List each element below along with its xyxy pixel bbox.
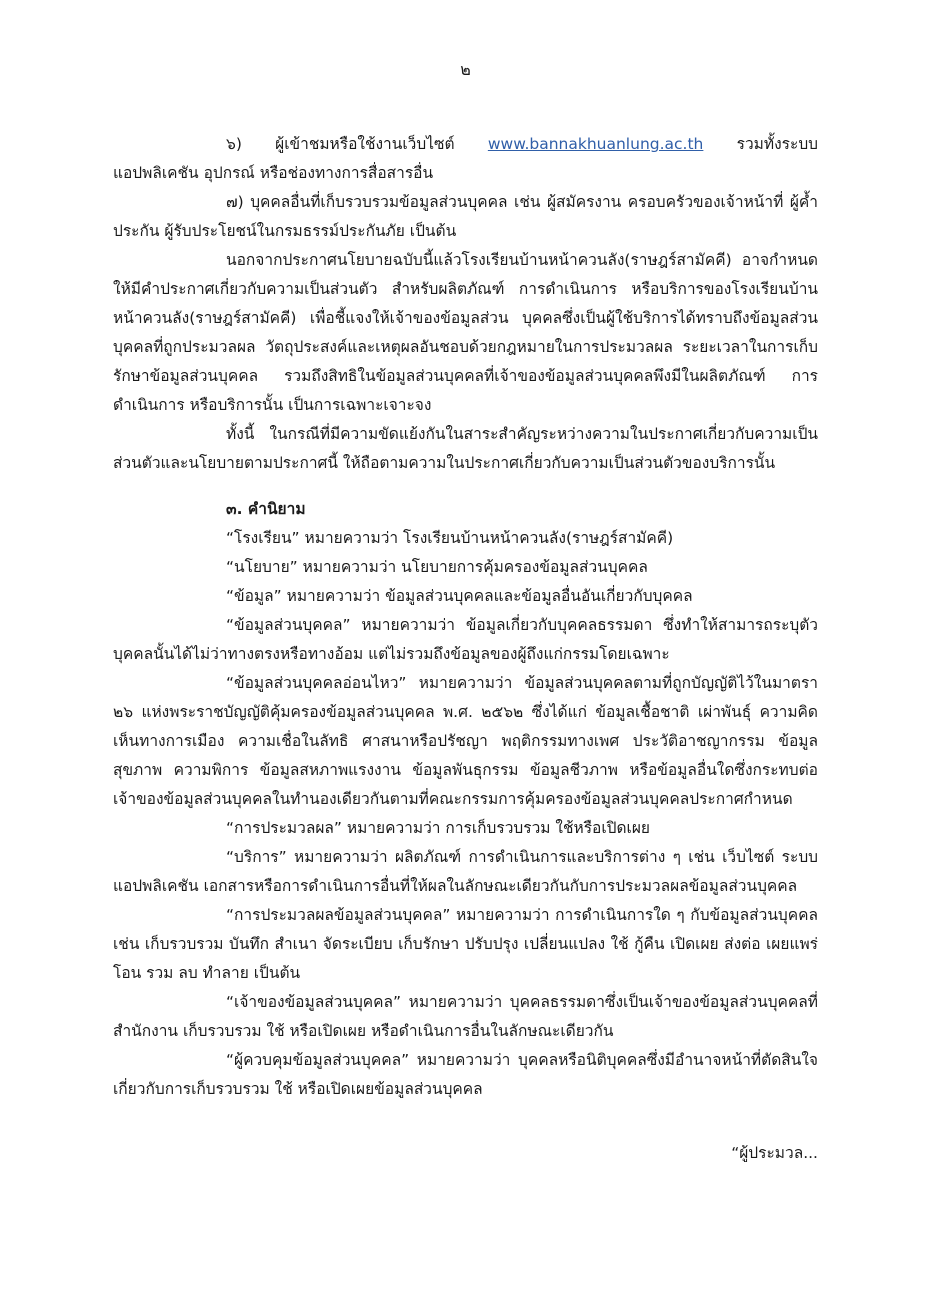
definition-data: “ข้อมูล” หมายความว่า ข้อมูลส่วนบุคคลและข้อมูลอื่นอันเกี่ยวกับบุคคล (226, 587, 693, 605)
definition-data-subject: “เจ้าของข้อมูลส่วนบุคคล” หมายความว่า บุคคลธรรมดาซึ่งเป็นเจ้าของข้อมูลส่วนบุคคลที่สำนักงาน เก็บรวบรวม ใช้ หรือเปิดเผย หรือดำเนินการอื่นในลักษณะเดียวกัน (113, 993, 818, 1040)
definition-service: “บริการ” หมายความว่า ผลิตภัณฑ์ การดำเนินการและบริการต่าง ๆ เช่น เว็บไซต์ ระบบแอปพลิเคชัน เอกสารหรือการดำเนินการอื่นที่ให้ผลในลักษณะเดียวกันกับการประมวลผลข้อมูลส่วนบุคคล (113, 848, 818, 895)
definition-processing: “การประมวลผล” หมายความว่า การเก็บรวบรวม ใช้หรือเปิดเผย (226, 819, 651, 837)
definition-data-controller: “ผู้ควบคุมข้อมูลส่วนบุคคล” หมายความว่า บุคคลหรือนิติบุคคลซึ่งมีอำนาจหน้าที่ตัดสินใจเกี่ยวกับการเก็บรวบรวม ใช้ หรือเปิดเผยข้อมูลส่วนบุคคล (113, 1051, 818, 1098)
definition-school: “โรงเรียน” หมายความว่า โรงเรียนบ้านหน้าควนลัง(ราษฎร์สามัคคี) (226, 529, 674, 547)
item-6-suffix: รวมทั้งระบบ แอปพลิเคชัน อุปกรณ์ หรือช่องทางการสื่อสารอื่น (113, 135, 819, 182)
item-7: ๗) บุคคลอื่นที่เก็บรวบรวมข้อมูลส่วนบุคคล เช่น ผู้สมัครงาน ครอบครัวของเจ้าหน้าที่ ผู้ค้ำประกัน ผู้รับประโยชน์ในกรมธรรม์ประกันภัย เป็นต้น (113, 193, 818, 240)
section-3-heading: ๓. คำนิยาม (226, 500, 306, 518)
document-body (113, 130, 818, 1104)
page-number: ๒ (460, 60, 471, 79)
paragraph-conflict: ทั้งนี้ ในกรณีที่มีความขัดแย้งกันในสาระสำคัญระหว่างความในประกาศเกี่ยวกับความเป็นส่วนตัวและนโยบายตามประกาศนี้ ให้ถือตามความในประกาศเกี่ยวกับความเป็นส่วนตัวของบริการนั้น (113, 425, 818, 472)
paragraph-besides: นอกจากประกาศนโยบายฉบับนี้แล้วโรงเรียนบ้านหน้าควนลัง(ราษฎร์สามัคคี) อาจกำหนดให้มีคำประกาศเกี่ยวกับความเป็นส่วนตัว สำหรับผลิตภัณฑ์ การดำเนินการ หรือบริการของโรงเรียนบ้านหน้าควนลัง(ราษฎร์สามัคคี) เพื่อชี้แจงให้เจ้าของข้อมูลส่วน บุคคลซึ่งเป็นผู้ใช้บริการได้ทราบถึงข้อมูลส่วนบุคคลที่ถูกประมวลผล วัตถุประสงค์และเหตุผลอันชอบด้วยกฎหมายในการประมวลผล ระยะเวลาในการเก็บรักษาข้อมูลส่วนบุคคล รวมถึงสิทธิในข้อมูลส่วนบุคคลที่เจ้าของข้อมูลส่วนบุคคลพึงมีในผลิตภัณฑ์ การดำเนินการ หรือบริการนั้น เป็นการเฉพาะเจาะจง (113, 251, 818, 414)
definition-personal-data: “ข้อมูลส่วนบุคคล” หมายความว่า ข้อมูลเกี่ยวกับบุคคลธรรมดา ซึ่งทำให้สามารถระบุตัวบุคคลนั้นได้ไม่ว่าทางตรงหรือทางอ้อม แต่ไม่รวมถึงข้อมูลของผู้ถึงแก่กรรมโดยเฉพาะ (113, 616, 818, 663)
definition-sensitive-data: “ข้อมูลส่วนบุคคลอ่อนไหว” หมายความว่า ข้อมูลส่วนบุคคลตามที่ถูกบัญญัติไว้ในมาตรา ๒๖ แห่งพระราชบัญญัติคุ้มครองข้อมูลส่วนบุคคล พ.ศ. ๒๕๖๒ ซึ่งได้แก่ ข้อมูลเชื้อชาติ เผ่าพันธุ์ ความคิดเห็นทางการเมือง ความเชื่อในลัทธิ ศาสนาหรือปรัชญา พฤติกรรมทางเพศ ประวัติอาชญากรรม ข้อมูลสุขภาพ ความพิการ ข้อมูลสหภาพแรงงาน ข้อมูลพันธุกรรม ข้อมูลชีวภาพ หรือข้อมูลอื่นใดซึ่งกระทบต่อเจ้าของข้อมูลส่วนบุคคลในทำนองเดียวกันตามที่คณะกรรมการคุ้มครองข้อมูลส่วนบุคคลประกาศกำหนด (113, 674, 818, 808)
continuation-marker: “ผู้ประมวล... (731, 1144, 818, 1162)
item-6 (113, 130, 818, 188)
definition-policy: “นโยบาย” หมายความว่า นโยบายการคุ้มครองข้อมูลส่วนบุคคล (226, 558, 648, 576)
website-link[interactable]: www.bannakhuanlung.ac.th (487, 135, 704, 153)
item-6-prefix: ๖) ผู้เข้าชมหรือใช้งานเว็บไซต์ (226, 135, 488, 153)
definition-personal-data-processing: “การประมวลผลข้อมูลส่วนบุคคล” หมายความว่า การดำเนินการใด ๆ กับข้อมูลส่วนบุคคล เช่น เก็บรวบรวม บันทึก สำเนา จัดระเบียบ เก็บรักษา ปรับปรุง เปลี่ยนแปลง ใช้ กู้คืน เปิดเผย ส่งต่อ เผยแพร่ โอน รวม ลบ ทำลาย เป็นต้น (113, 906, 818, 982)
